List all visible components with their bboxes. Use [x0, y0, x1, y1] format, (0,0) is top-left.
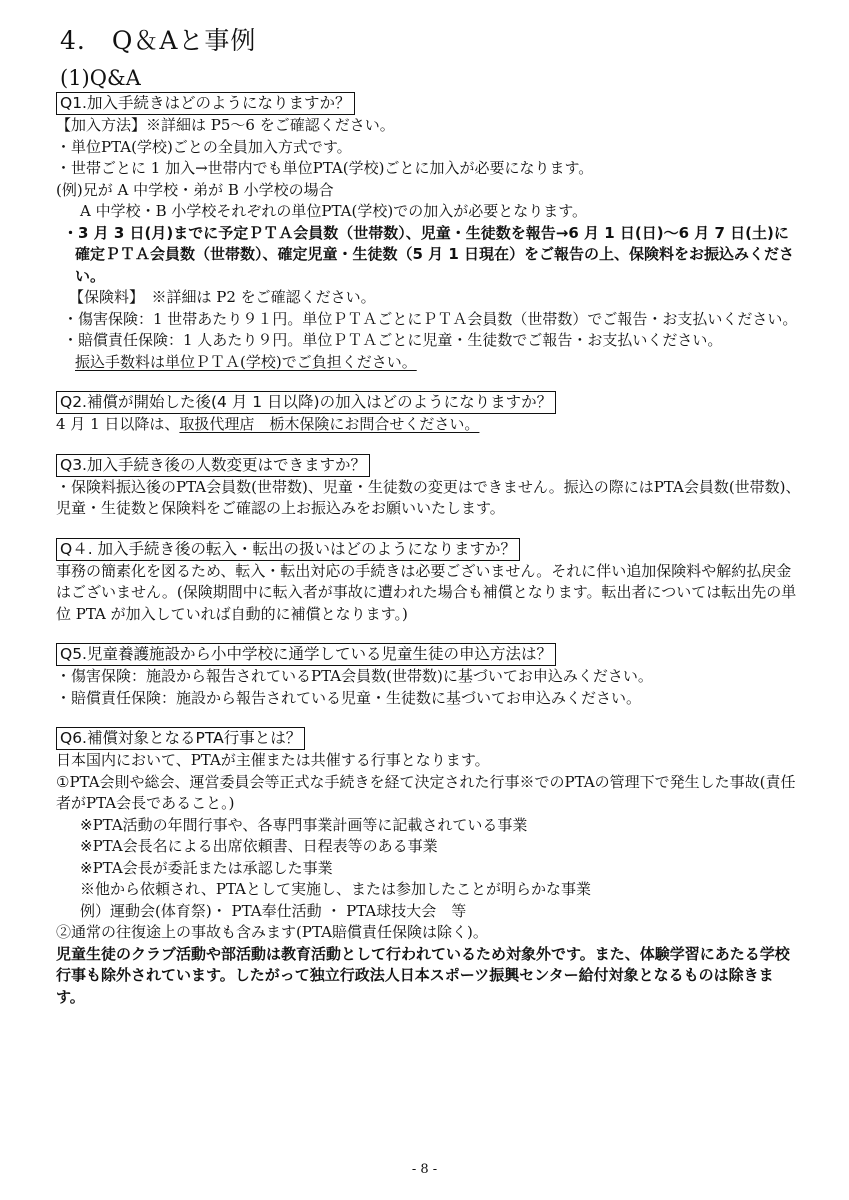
question-q4: Q４. 加入手続き後の転入・転出の扱いはどのようになりますか？: [56, 538, 520, 561]
q6-note-4: ※他から依頼され、PTAとして実施し、または参加したことが明らかな事業: [80, 880, 592, 898]
q5-line-2: ・賠償責任保険：施設から報告されている児童・生徒数に基づいてお申込みください。: [56, 688, 642, 707]
qa-block-q4: [56, 538, 801, 626]
q6-exclusion-note: 児童生徒のクラブ活動や部活動は教育活動として行われているため対象外です。また、体験学習にあたる学校行事も除外されています。したがって独立行政法人日本スポーツ振興センター給付対象となるものは除きます。: [56, 944, 790, 1006]
q1-line-3: ・世帯ごとに 1 加入→世帯内でも単位PTA(学校)ごとに加入が必要になります。: [56, 159, 594, 177]
qa-block-q5: [56, 643, 801, 709]
q6-example: 例）運動会(体育祭)・ PTA奉仕活動 ・ PTA球技大会 等: [80, 901, 467, 920]
qa-block-q2: [56, 391, 801, 436]
q6-item-2: ②通常の往復途上の事故も含みます(PTA賠償責任保険は除く)。: [56, 923, 488, 941]
q6-note-1: ※PTA活動の年間行事や、各専門事業計画等に記載されている事業: [80, 815, 528, 834]
question-q1: Q1.加入手続きはどのようになりますか？: [56, 92, 355, 115]
q1-report-schedule: ・3 月 3 日(月)までに予定ＰＴＡ会員数（世帯数）、児童・生徒数を報告→6 月 1 日(日)～6 月 7 日(土)に確定ＰＴＡ会員数（世帯数）、確定児童・生徒数（5 月 1 日現在）をご報告の上、保険料をお振込みください。: [63, 223, 795, 285]
q6-item-1: ①PTA会則や総会、運営委員会等正式な手続きを経て決定された行事※でのPTAの管理下で発生した事故(責任者がPTA会長であること。): [56, 772, 796, 812]
q5-line-1: ・傷害保険：施設から報告されているPTA会員数(世帯数)に基づいてお申込みください。: [56, 667, 653, 685]
qa-block-q3: [56, 454, 801, 520]
question-q2: Q2.補償が開始した後(4 月 1 日以降)の加入はどのようになりますか？: [56, 391, 556, 414]
question-q3: Q3.加入手続き後の人数変更はできますか？: [56, 454, 370, 477]
q1-line-1: 【加入方法】※詳細は P5～6 をご確認ください。: [56, 116, 395, 134]
q1-insurance-title: 【保険料】 ※詳細は P2 をご確認ください。: [69, 288, 376, 306]
q6-note-2: ※PTA会長名による出席依頼書、日程表等のある事業: [80, 837, 438, 855]
q1-liability-insurance: ・賠償責任保険：1 人あたり９円。単位ＰＴＡごとに児童・生徒数でご報告・お支払いください。: [63, 331, 723, 349]
q1-line-5: A 中学校・B 小学校それぞれの単位PTA(学校)での加入が必要となります。: [80, 202, 588, 220]
subsection-title: (1)Q&A: [60, 66, 141, 90]
q1-fee-note: 振込手数料は単位ＰＴＡ(学校)でご負担ください。: [75, 352, 417, 371]
question-q6: Q6.補償対象となるPTA行事とは？: [56, 727, 305, 750]
q1-line-4: (例)兄が A 中学校・弟が B 小学校の場合: [56, 180, 334, 199]
q1-injury-insurance: ・傷害保険：1 世帯あたり９１円。単位ＰＴＡごとにＰＴＡ会員数（世帯数）でご報告・お支払いください。: [63, 309, 798, 328]
q2-agent-contact: 取扱代理店 栃木保険にお問合せください。: [179, 415, 480, 433]
page-number: - 8 -: [411, 1162, 438, 1177]
q1-line-2: ・単位PTA(学校)ごとの全員加入方式です。: [56, 137, 352, 156]
section-title: 4. Q＆Aと事例: [60, 26, 257, 55]
q2-answer-prefix: 4 月 1 日以降は、: [56, 415, 180, 433]
q4-answer: 事務の簡素化を図るため、転入・転出対応の手続きは必要ございません。それに伴い追加保険料や解約払戻金はございません。(保険期間中に転入者が事故に遭われた場合も補償となります。転出者については転出先の単位 PTA が加入していれば自動的に補償となります。): [56, 561, 797, 623]
qa-block-q6: [56, 727, 801, 1008]
q6-intro: 日本国内において、PTAが主催または共催する行事となります。: [56, 751, 490, 769]
q6-note-3: ※PTA会長が委託または承認した事業: [80, 858, 333, 877]
qa-block-q1: [56, 92, 801, 373]
question-q5: Q5.児童養護施設から小中学校に通学している児童生徒の申込方法は？: [56, 643, 556, 666]
q3-answer: ・保険料振込後のPTA会員数(世帯数)、児童・生徒数の変更はできません。振込の際にはPTA会員数(世帯数)、児童・生徒数と保険料をご確認の上お振込みをお願いいたします。: [56, 477, 801, 517]
document-page: [56, 22, 801, 1008]
